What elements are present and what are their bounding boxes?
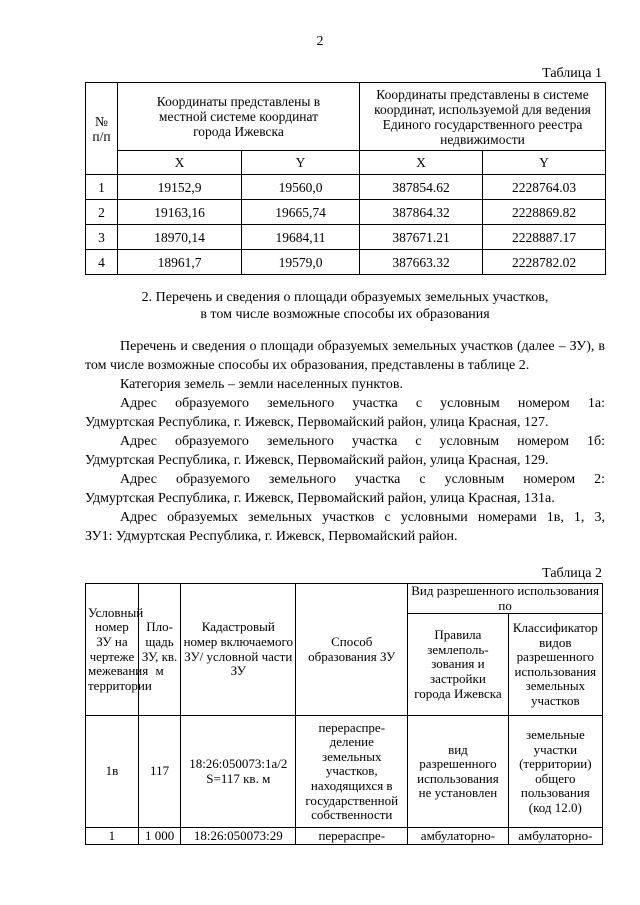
paragraph: Перечень и сведения о площади образуемых земельных участков (далее – ЗУ), в том числе возможные способы их образования, представлены в таблице 2. [85,339,605,373]
paragraph: Удмуртская Республика, г. Ижевск, Первомайский район, улица Красная, 129. [85,453,549,468]
header-plot-number: Условный номер ЗУ на чертеже межевания территории [86,584,139,716]
cell: 2228764.03 [483,175,606,200]
cell-method: перераспре- [296,828,408,845]
header-y-local: Y [242,151,360,175]
table-row [86,225,606,250]
section-heading [85,289,605,323]
paragraph: Удмуртская Республика, г. Ижевск, Первомайский район, улица Красная, 127. [85,415,549,430]
paragraph: Адрес образуемого земельного участка с условным номером 2: [120,472,605,487]
header-x-egrn: X [360,151,483,175]
heading-line: 2. Перечень и сведения о площади образуемых земельных участков, [141,290,549,305]
cell-pzz: вид разрешенного использования не установлен [408,716,508,828]
cell: 1 [86,175,118,200]
table-row [86,716,603,828]
table-row [86,828,603,845]
cell-method: перераспре-деление земельных участков, находящихся в государственной собственности [296,716,408,828]
coordinates-table [85,82,606,275]
header-num: № п/п [86,83,118,175]
cell-area: 1 000 [138,828,180,845]
cell: 19152,9 [118,175,242,200]
paragraph: Удмуртская Республика, г. Ижевск, Первомайский район, улица Красная, 131а. [85,491,555,506]
cell: 19684,11 [242,225,360,250]
table2-caption: Таблица 2 [542,566,602,581]
cell: 19163,16 [118,200,242,225]
cell: 387854.62 [360,175,483,200]
table-row [86,175,606,200]
cell-pzz: амбулаторно- [408,828,508,845]
cell: 19560,0 [242,175,360,200]
cell-cadastral: 18:26:050073:29 [181,828,296,845]
cell-area: 117 [138,716,180,828]
heading-line: в том числе возможные способы их образования [200,307,490,322]
table-row [86,250,606,275]
cadastral-area: S=117 кв. м [206,770,271,786]
cell: 18970,14 [118,225,242,250]
cell-plot-number: 1 [86,828,139,845]
header-permitted-use: Вид разрешенного использования по [408,584,603,614]
cell: 387671.21 [360,225,483,250]
header-local-system: Координаты представлены в местной системе координат города Ижевска [118,83,360,151]
land-plots-table [85,583,603,845]
table1-caption: Таблица 1 [542,66,602,81]
cadastral-number: 18:26:050073:1а/2 [189,756,288,772]
cell-classifier: земельные участки (территории) общего пользования (код 12.0) [508,716,602,828]
header-area: Пло-щадь ЗУ, кв. м [138,584,180,716]
header-pzz: Правила землеполь-зования и застройки города Ижевска [408,614,508,716]
cell: 3 [86,225,118,250]
paragraph: Адрес образуемого земельного участка с условным номером 1а: [120,396,605,411]
cell: 2228782.02 [483,250,606,275]
cell: 2228869.82 [483,200,606,225]
paragraph: Категория земель – земли населенных пунктов. [120,377,403,392]
paragraph: ЗУ1: Удмуртская Республика, г. Ижевск, Первомайский район. [85,529,458,544]
cell: 387663.32 [360,250,483,275]
cell: 19665,74 [242,200,360,225]
cell: 4 [86,250,118,275]
header-method: Способ образования ЗУ [296,584,408,716]
cell: 2 [86,200,118,225]
cell: 387864.32 [360,200,483,225]
paragraph: Адрес образуемых земельных участков с условными номерами 1в, 1, 3, [120,510,605,525]
paragraph: Адрес образуемого земельного участка с условным номером 1б: [120,434,605,449]
cell: 18961,7 [118,250,242,275]
cell: 2228887.17 [483,225,606,250]
header-egrn-system: Координаты представлены в системе координат, используемой для ведения Единого государственного реестра недвижимости [360,83,606,151]
header-cadastral: Кадастровый номер включаемого ЗУ/ условной части ЗУ [181,584,296,716]
header-x-local: X [118,151,242,175]
table-row [86,200,606,225]
header-classifier: Классификатор видов разрешенного использования земельных участков [508,614,602,716]
cell-plot-number: 1в [86,716,139,828]
cell: 19579,0 [242,250,360,275]
cell-cadastral [181,716,296,828]
header-y-egrn: Y [483,151,606,175]
page-number: 2 [316,34,324,49]
cell-classifier: амбулаторно- [508,828,602,845]
body-text [85,337,605,546]
